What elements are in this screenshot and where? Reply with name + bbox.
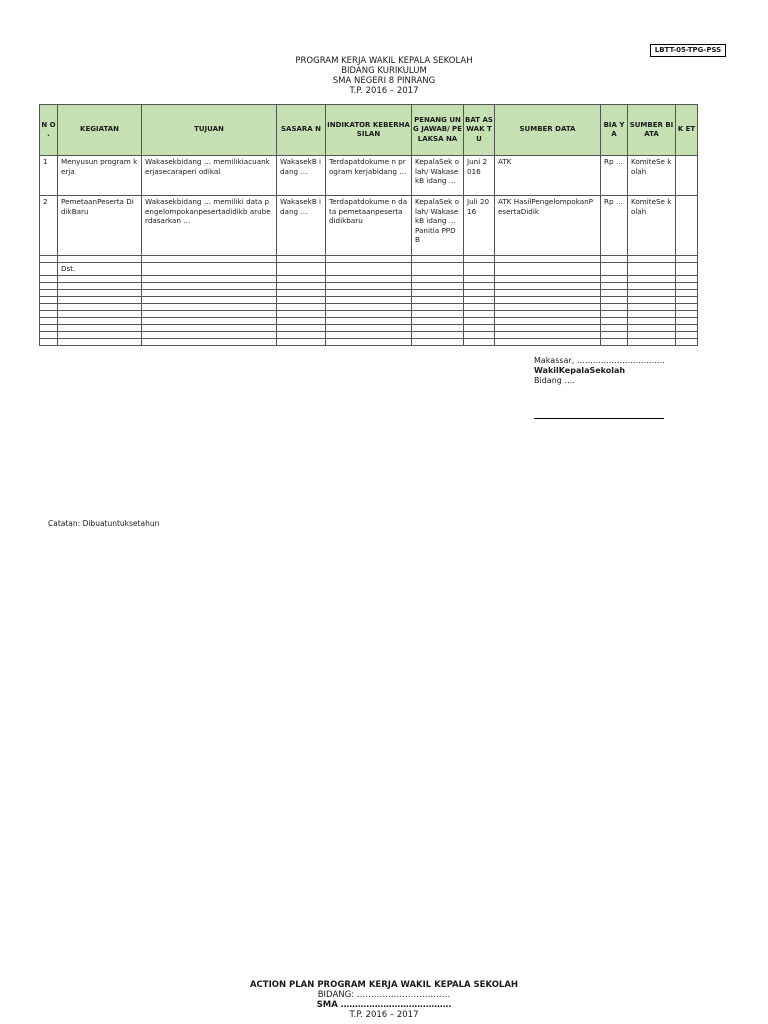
doc-title-line-4: T.P. 2016 – 2017 (349, 86, 419, 96)
table-row-empty (40, 303, 698, 310)
header-biaya: BIA YA (601, 105, 628, 156)
signature-role: WakilKepalaSekolah (534, 366, 626, 375)
signature-bidang: Bidang …. (534, 376, 575, 385)
table-row-empty (40, 331, 698, 338)
header-batas-waktu: BAT AS WAK TU (464, 105, 495, 156)
header-sumber-biaya: SUMBER BIATA (628, 105, 676, 156)
header-ket: K ET (676, 105, 698, 156)
footer-tp: T.P. 2016 – 2017 (349, 1010, 419, 1020)
cell-sasaran: WakasekB idang … (277, 156, 326, 196)
cell-ket (676, 196, 698, 256)
cell-sasaran: WakasekB idang … (277, 196, 326, 256)
cell-sumber-data: ATK HasilPengelompokanP esertaDidik (495, 196, 601, 256)
cell-indikator: Terdapatdokume n program kerjabidang … (326, 156, 412, 196)
cell-sumber-biaya: KomiteSe kolah (628, 156, 676, 196)
table-row (40, 196, 698, 256)
cell-kegiatan: PemetaanPeserta DidikBaru (58, 196, 142, 256)
table-row-empty (40, 296, 698, 303)
cell-tujuan: Wakasekbidang … memilikiacuankerjasecaraperi odikal (142, 156, 277, 196)
cell-biaya: Rp … (601, 156, 628, 196)
cell-indikator: Terdapatdokume n data pemetaanpeserta didikbaru (326, 196, 412, 256)
header-kegiatan: KEGIATAN (58, 105, 142, 156)
cell-dst: Dst. (58, 263, 142, 276)
table-row-empty (40, 275, 698, 282)
cell-penanggung-jawab: KepalaSek olah/ WakasekB idang … (412, 156, 464, 196)
header-no: N O . (40, 105, 58, 156)
table-row-empty (40, 324, 698, 331)
header-sasaran: SASARA N (277, 105, 326, 156)
cell-sumber-biaya: KomiteSe kolah (628, 196, 676, 256)
footer-sma: SMA ………………………………… (316, 1000, 452, 1010)
header-tujuan: TUJUAN (142, 105, 277, 156)
cell-no: 1 (40, 156, 58, 196)
program-table (39, 104, 698, 346)
doc-title-line-3: SMA NEGERI 8 PINRANG (332, 76, 436, 86)
header-indikator: INDIKATOR KEBERHASILAN (326, 105, 412, 156)
note-text: Catatan: Dibuatuntuksetahun (48, 519, 160, 528)
table-row-empty (40, 282, 698, 289)
document-code-box: LBTT-05-TPG-PSS (650, 44, 726, 57)
table-row-dst (40, 263, 698, 276)
footer-bidang: BIDANG: …………………………… (317, 990, 451, 1000)
doc-title-line-2: BIDANG KURIKULUM (341, 66, 427, 76)
table-row-empty (40, 317, 698, 324)
cell-batas-waktu: Juni 2016 (464, 156, 495, 196)
header-sumber-data: SUMBER DATA (495, 105, 601, 156)
cell-no: 2 (40, 196, 58, 256)
signature-place-date: Makassar, …………………………… (534, 356, 665, 365)
cell-tujuan: Wakasekbidang … memiliki data pengelompokanpesertadidikb aruberdasarkan … (142, 196, 277, 256)
table-row-empty (40, 256, 698, 263)
footer-title: ACTION PLAN PROGRAM KERJA WAKIL KEPALA SEKOLAH (249, 980, 519, 990)
cell-biaya: Rp … (601, 196, 628, 256)
table-row-empty (40, 289, 698, 296)
doc-title-line-1: PROGRAM KERJA WAKIL KEPALA SEKOLAH (295, 56, 473, 66)
cell-ket (676, 156, 698, 196)
cell-batas-waktu: Juli 2016 (464, 196, 495, 256)
cell-sumber-data: ATK (495, 156, 601, 196)
header-penanggung-jawab: PENANG UNG JAWAB/ PELAKSA NA (412, 105, 464, 156)
signature-line (534, 418, 664, 419)
table-row (40, 156, 698, 196)
table-row-empty (40, 310, 698, 317)
table-row-empty (40, 338, 698, 345)
cell-penanggung-jawab: KepalaSek olah/ WakasekB idang … Panitia PPDB (412, 196, 464, 256)
cell-kegiatan: Menyusun program kerja (58, 156, 142, 196)
table-header-row (40, 105, 698, 156)
